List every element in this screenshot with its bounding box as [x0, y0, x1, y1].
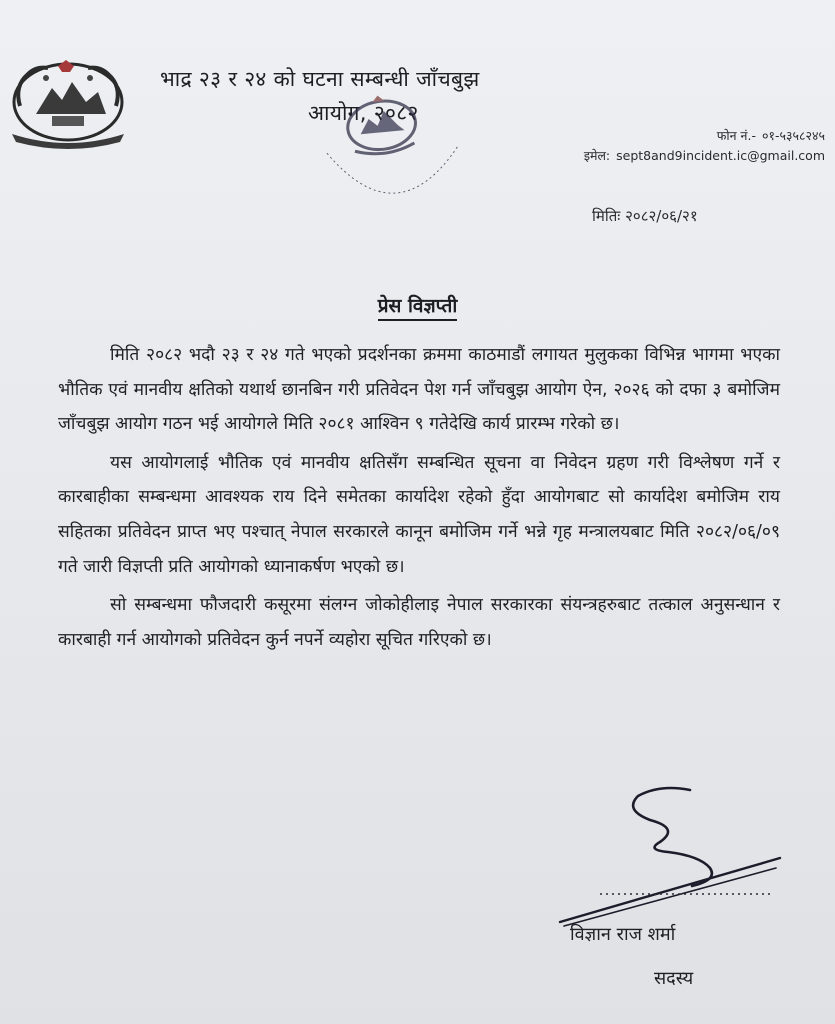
- email-label: इमेल:: [583, 148, 611, 163]
- title-line-2: आयोग, २०८२: [308, 101, 419, 125]
- date-label: मितिः: [592, 207, 621, 225]
- commission-seal-stamp: [308, 86, 478, 226]
- paragraph-3: सो सम्बन्धमा फौजदारी कसूरमा संलग्न जोकोहीलाइ नेपाल सरकारका संयन्त्रहरुबाट तत्काल अनुसन्धान र कारबाही गर्न आयोगको प्रतिवेदन कुर्न नपर्ने व्यहोरा सूचित गरिएको छ।: [58, 595, 780, 650]
- paragraph-1: मिति २०८२ भदौ २३ र २४ गते भएको प्रदर्शनका क्रममा काठमाडौं लगायत मुलुकका विभिन्न भागमा भएका भौतिक एवं मानवीय क्षतिको यथार्थ छानबिन गरी प्रतिवेदन पेश गर्न जाँचबुझ आयोग ऐन, २०२६ को दफा ३ बमोजिम जाँचबुझ आयोग गठन भई आयोगले मिति २०८१ आश्विन ९ गतेदेखि कार्य प्रारम्भ गरेको छ।: [58, 345, 780, 435]
- notice-body: [58, 338, 780, 661]
- phone-number: ०१-५३५८२४५: [761, 128, 825, 143]
- email-row: [584, 146, 825, 166]
- signatory-name: विज्ञान राज शर्मा: [570, 924, 676, 945]
- phone-row: [584, 126, 825, 146]
- paragraph-2: यस आयोगलाई भौतिक एवं मानवीय क्षतिसँग सम्बन्धित सूचना वा निवेदन ग्रहण गरी विश्लेषण गर्ने र कारबाहीका सम्बन्धमा आवश्यक राय दिने समेतका कार्यादेश रहेको हुँदा आयोगबाट सो कार्यादेश बमोजिम राय सहितका प्रतिवेदन प्राप्त भए पश्चात् नेपाल सरकारले कानून बमोजिम गर्ने भन्ने गृह मन्त्रालयबाट मिति २०८२/०६/०९ गते जारी विज्ञप्ती प्रति आयोगको ध्यानाकर्षण भएको छ।: [58, 452, 780, 577]
- date-value: २०८२/०६/२१: [625, 207, 698, 225]
- nepal-government-emblem-icon: [6, 56, 130, 150]
- notice-heading: [0, 292, 835, 318]
- email-address: sept8and9incident.ic@gmail.com: [616, 148, 825, 163]
- notice-heading-text: प्रेस विज्ञप्ती: [378, 295, 458, 321]
- signatory-designation: सदस्य: [654, 968, 694, 989]
- date-line: [592, 206, 698, 226]
- signatory-block: [570, 918, 800, 996]
- title-line-1: भाद्र २३ र २४ को घटना सम्बन्धी जाँचबुझ: [160, 67, 480, 91]
- contact-info: [584, 126, 825, 166]
- phone-label: फोन नं.-: [716, 128, 756, 143]
